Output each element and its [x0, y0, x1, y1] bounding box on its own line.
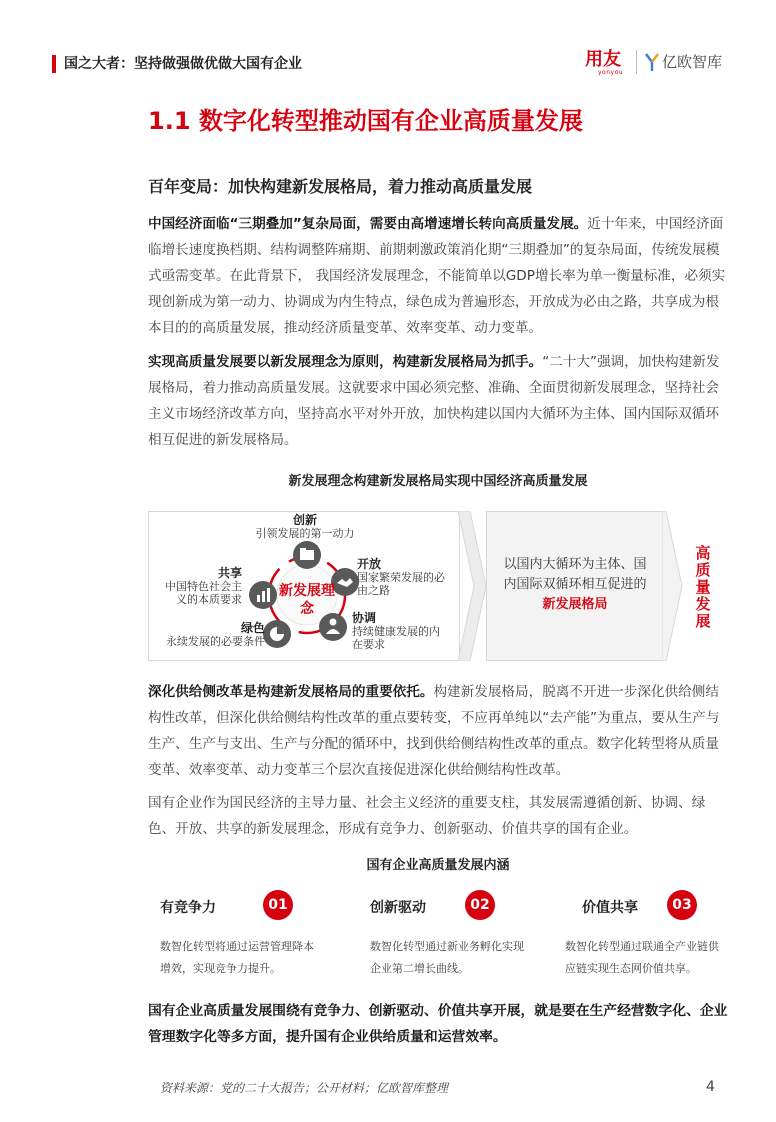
paragraph-1-body: 近十年来，中国经济面临增长速度换档期、结构调整阵痛期、前期刺激政策消化期“三期叠加”的复杂局面，传统发展模式亟需变革。在此背景下， 我国经济发展理念，不能简单以GDP增长率为单一衡量标准，必须实现创新成为第一动力、协调成为内生特点，绿色成为普遍形态，开放成为必由之路，共享成为根本目的的高质量发展，推动经济质量变革、效率变革、动力变革。	[148, 216, 726, 336]
node-coordination-desc: 持续健康发展的内在要求	[352, 625, 440, 651]
page-number: 4	[706, 1079, 715, 1095]
paragraph-2	[148, 349, 728, 453]
node-green-name: 绿色	[240, 621, 265, 635]
node-green-desc: 永续发展的必要条件	[166, 635, 265, 648]
yonyou-logo: 用友	[585, 49, 621, 70]
paragraph-1	[148, 211, 728, 341]
pattern-text	[500, 555, 650, 615]
goal-label: 高质量发展	[695, 544, 711, 630]
node-sharing	[158, 567, 242, 606]
footer-source: 资料来源：党的二十大报告；公开材料；亿欧智库整理	[160, 1081, 449, 1095]
pattern-text-highlight: 新发展格局	[542, 597, 608, 612]
pattern-text-body: 以国内大循环为主体、国内国际双循环相互促进的	[503, 557, 647, 592]
concept-center-label: 新发展理念	[279, 583, 335, 617]
paragraph-2-body: “二十大”强调，加快构建新发展格局，着力推动高质量发展。这就要求中国必须完整、准确、全面贯彻新发展理念，坚持社会主义市场经济改革方向，坚持高水平对外开放，加快构建以国内大循环为主体、国内国际双循环相互促进的新发展格局。	[148, 354, 720, 448]
header-section-title: 国之大者：坚持做强做优做大国有企业	[64, 56, 302, 72]
pillar-3-number: 03	[667, 890, 697, 920]
flow-arrow-2	[662, 511, 684, 661]
pillar-3-name: 价值共享	[582, 900, 638, 916]
page-title: 1.1 数字化转型推动国有企业高质量发展	[148, 107, 583, 135]
yiou-logo: 亿欧智库	[662, 53, 723, 71]
paragraph-2-lead: 实现高质量发展要以新发展理念为原则，构建新发展格局为抓手。	[148, 354, 543, 370]
node-openness-name: 开放	[357, 557, 382, 571]
diagram-2-title: 国有企业高质量发展内涵	[366, 858, 510, 873]
paragraph-3-body: 构建新发展格局，脱离不开进一步深化供给侧结构性改革，但深化供给侧结构性改革的重点要转变，不应再单纯以“去产能”为重点，要从生产与生产、生产与支出、生产与分配的循环中，找到供给侧结构性改革的重点。数字化转型将从质量变革、效率变革、动力变革三个层次直接促进深化供给侧结构性改革。	[148, 684, 720, 778]
pillar-2-name: 创新驱动	[370, 900, 426, 916]
node-innovation-name: 创新	[292, 513, 317, 527]
diagram-1-title: 新发展理念构建新发展格局实现中国经济高质量发展	[288, 474, 588, 489]
node-openness-desc: 国家繁荣发展的必由之路	[357, 571, 445, 597]
pie-icon	[262, 619, 292, 649]
yonyou-logo-sub: yonyou	[598, 69, 624, 76]
bar-chart-icon	[248, 580, 278, 610]
pillar-1-name: 有竞争力	[160, 900, 216, 916]
node-sharing-desc: 中国特色社会主义的本质要求	[165, 580, 242, 606]
paragraph-3-lead: 深化供给侧改革是构建新发展格局的重要依托。	[148, 684, 434, 700]
paragraph-5: 国有企业高质量发展围绕有竞争力、创新驱动、价值共享开展，就是要在生产经营数字化、企业管理数字化等多方面，提升国有企业供给质量和运营效率。	[148, 1003, 728, 1045]
node-coordination	[352, 612, 444, 651]
section-subtitle: 百年变局：加快构建新发展格局，着力推动高质量发展	[148, 177, 533, 196]
paragraph-3	[148, 679, 728, 783]
yiou-logo-mark-icon	[644, 52, 660, 72]
folder-icon	[292, 540, 322, 570]
paragraph-4: 国有企业作为国民经济的主导力量、社会主义经济的重要支柱，其发展需遵循创新、协调、绿色、开放、共享的新发展理念，形成有竞争力、创新驱动、价值共享的国有企业。	[148, 795, 706, 837]
logo-divider	[636, 50, 637, 74]
node-innovation	[245, 514, 365, 540]
pillar-1-number: 01	[263, 890, 293, 920]
node-innovation-desc: 引领发展的第一动力	[255, 527, 355, 540]
pillar-3-desc: 数智化转型通过联通全产业链供应链实现生态网价值共享。	[565, 940, 719, 975]
node-green	[155, 622, 265, 648]
header-accent-bar	[52, 55, 56, 73]
pillar-2-desc: 数智化转型通过新业务孵化实现企业第二增长曲线。	[370, 940, 524, 975]
pillar-1-desc: 数智化转型将通过运营管理降本增效，实现竞争力提升。	[160, 940, 314, 975]
paragraph-1-lead: 中国经济面临“三期叠加”复杂局面，需要由高增速增长转向高质量发展。	[148, 216, 588, 232]
flow-arrow-1	[458, 511, 488, 661]
node-openness	[357, 558, 449, 597]
node-sharing-name: 共享	[217, 566, 242, 580]
pillar-2-number: 02	[465, 890, 495, 920]
node-coordination-name: 协调	[352, 611, 377, 625]
